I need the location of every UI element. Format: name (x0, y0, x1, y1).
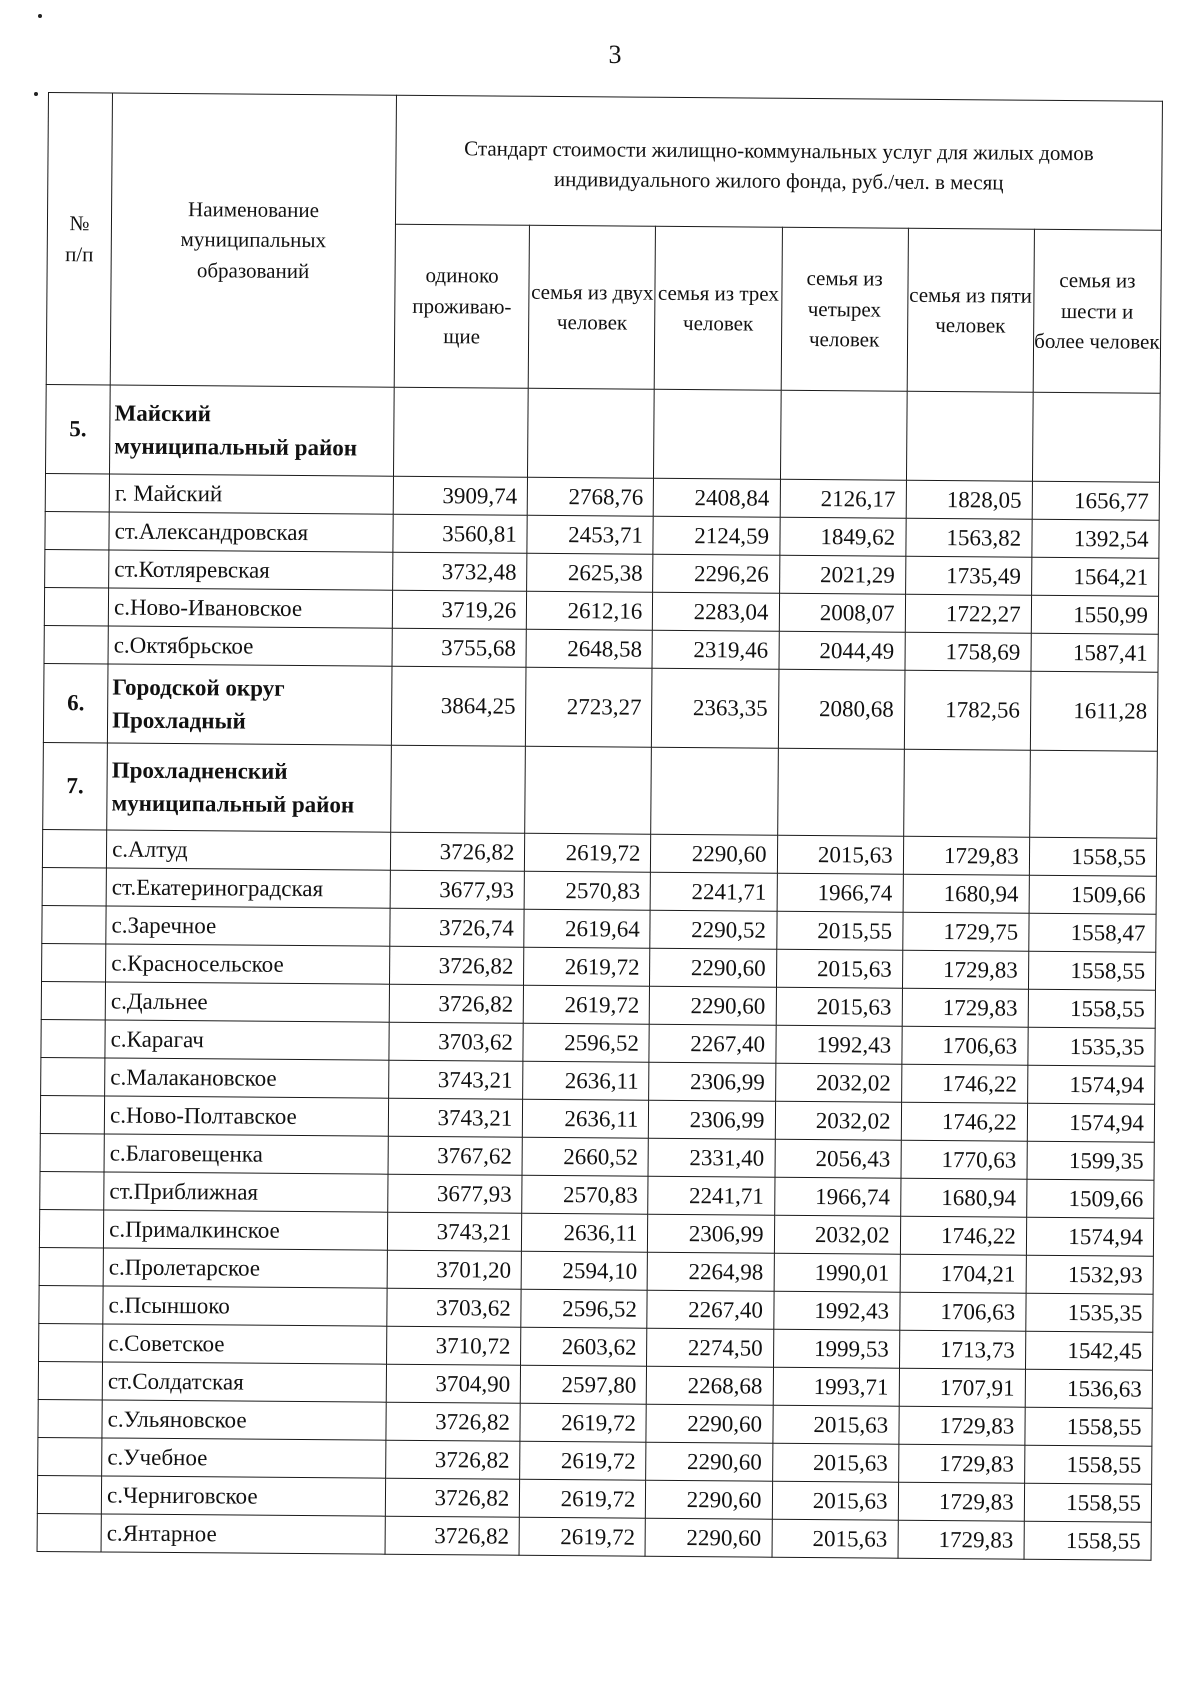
settlement-name: с.Октябрьское (108, 626, 392, 666)
value-cell: 2008,07 (779, 593, 905, 632)
value-cell: 2080,68 (778, 669, 905, 749)
value-cell (654, 389, 781, 479)
value-cell: 1532,93 (1026, 1255, 1154, 1294)
value-cell: 2241,71 (648, 1176, 774, 1215)
table-body (37, 384, 1160, 1560)
section-title: Городской округ Прохладный (107, 664, 391, 745)
value-cell: 1849,62 (779, 517, 905, 556)
value-cell: 1587,41 (1031, 633, 1159, 672)
value-cell: 1746,22 (900, 1216, 1026, 1255)
settlement-name: ст.Солдатская (102, 1362, 386, 1402)
value-cell: 2596,52 (523, 1023, 649, 1062)
value-cell: 3677,93 (388, 1174, 523, 1213)
value-cell: 1656,77 (1032, 481, 1160, 520)
value-cell (780, 390, 907, 480)
row-number-cell (37, 1513, 101, 1552)
value-cell: 1558,55 (1024, 1483, 1152, 1522)
value-cell: 2290,60 (646, 1404, 772, 1443)
value-cell: 3726,74 (390, 908, 525, 947)
table-header (46, 93, 1162, 394)
value-cell: 2032,02 (775, 1101, 901, 1140)
value-cell: 1782,56 (904, 670, 1031, 750)
value-cell: 3743,21 (388, 1060, 523, 1099)
row-number-cell (45, 549, 109, 588)
value-cell: 2044,49 (779, 631, 905, 670)
value-cell: 2619,64 (524, 909, 650, 948)
value-cell: 2241,71 (651, 872, 777, 911)
value-cell: 2648,58 (526, 629, 652, 668)
value-cell (525, 746, 652, 834)
row-number-cell (42, 943, 106, 982)
value-cell: 2619,72 (520, 1441, 646, 1480)
value-cell: 2015,63 (772, 1481, 898, 1520)
value-cell: 1746,22 (901, 1064, 1027, 1103)
settlement-name: с.Ульяновское (102, 1400, 386, 1440)
value-cell: 2032,02 (774, 1215, 900, 1254)
table-row (37, 1513, 1151, 1560)
value-cell: 3704,90 (386, 1364, 521, 1403)
value-cell: 2596,52 (521, 1289, 647, 1328)
value-cell: 3755,68 (392, 628, 527, 667)
value-cell: 1558,55 (1025, 1407, 1153, 1446)
value-cell: 2015,63 (772, 1519, 898, 1558)
value-cell: 1966,74 (774, 1177, 900, 1216)
settlement-name: с.Красносельское (106, 944, 390, 984)
tariff-table-sheet (37, 92, 1163, 1561)
value-cell (903, 749, 1030, 837)
column-header-six-plus: семья из шести и более человек (1033, 229, 1162, 393)
value-cell: 1680,94 (900, 1178, 1026, 1217)
value-cell: 2768,76 (528, 477, 654, 516)
value-cell (651, 747, 778, 835)
value-cell: 3726,82 (390, 832, 525, 871)
value-cell (528, 388, 655, 478)
value-cell: 2032,02 (775, 1063, 901, 1102)
value-cell: 1707,91 (899, 1368, 1025, 1407)
value-cell: 1729,83 (898, 1482, 1024, 1521)
value-cell: 2597,80 (521, 1365, 647, 1404)
column-header-two: семья из двух человек (529, 225, 656, 389)
scan-speck (38, 14, 42, 18)
value-cell: 1722,27 (905, 594, 1031, 633)
value-cell: 2015,63 (776, 949, 902, 988)
value-cell: 2290,60 (650, 986, 776, 1025)
housing-cost-standard-table (37, 92, 1163, 1561)
value-cell: 1558,55 (1024, 1445, 1152, 1484)
row-number-cell (44, 625, 108, 664)
value-cell: 2306,99 (649, 1062, 775, 1101)
value-cell: 1574,94 (1026, 1217, 1154, 1256)
value-cell: 1564,21 (1031, 557, 1159, 596)
value-cell: 1558,55 (1028, 951, 1156, 990)
value-cell: 1729,83 (898, 1444, 1024, 1483)
value-cell: 2570,83 (522, 1175, 648, 1214)
settlement-name: г. Майский (109, 474, 393, 514)
row-number-cell (42, 829, 106, 868)
value-cell: 1558,55 (1024, 1521, 1152, 1560)
settlement-name: с.Заречное (106, 906, 390, 946)
settlement-name: с.Псыншоко (103, 1286, 387, 1326)
value-cell: 1770,63 (901, 1140, 1027, 1179)
value-cell: 3703,62 (389, 1022, 524, 1061)
settlement-name: с.Прималкинское (104, 1210, 388, 1250)
value-cell: 2264,98 (648, 1252, 774, 1291)
section-title: Прохладненский муниципальный район (107, 743, 391, 832)
value-cell: 1729,83 (903, 836, 1029, 875)
value-cell: 2296,26 (653, 554, 779, 593)
row-number-cell (38, 1361, 102, 1400)
value-cell: 3743,21 (387, 1212, 522, 1251)
value-cell (1032, 392, 1160, 482)
scan-speck (34, 92, 38, 96)
row-number-cell (39, 1247, 103, 1286)
column-header-three: семья из трех человек (655, 226, 782, 390)
value-cell: 1563,82 (905, 518, 1031, 557)
value-cell: 3726,82 (385, 1478, 520, 1517)
value-cell: 1542,45 (1025, 1331, 1153, 1370)
value-cell: 1729,83 (899, 1406, 1025, 1445)
value-cell: 1966,74 (777, 873, 903, 912)
value-cell: 3726,82 (385, 1440, 520, 1479)
settlement-name: с.Черниговское (101, 1476, 385, 1516)
column-header-four: семья из четырех человек (781, 227, 908, 391)
value-cell: 1746,22 (901, 1102, 1027, 1141)
value-cell: 1536,63 (1025, 1369, 1153, 1408)
value-cell: 1574,94 (1027, 1103, 1155, 1142)
value-cell: 1993,71 (773, 1367, 899, 1406)
value-cell: 2056,43 (775, 1139, 901, 1178)
settlement-name: с.Алтуд (107, 830, 391, 870)
row-number-cell (45, 473, 109, 512)
value-cell: 1990,01 (774, 1253, 900, 1292)
settlement-name: с.Советское (103, 1324, 387, 1364)
row-number-cell (37, 1475, 101, 1514)
value-cell: 2660,52 (522, 1137, 648, 1176)
value-cell: 1680,94 (903, 874, 1029, 913)
row-number-cell (45, 511, 109, 550)
row-number-cell (44, 587, 108, 626)
section-title: Майский муниципальный район (110, 385, 394, 476)
value-cell: 2636,11 (522, 1213, 648, 1252)
row-number-cell (40, 1171, 104, 1210)
settlement-name: ст.Александровская (109, 512, 393, 552)
value-cell: 2267,40 (649, 1024, 775, 1063)
settlement-name: с.Дальнее (105, 982, 389, 1022)
column-header-single: одиноко проживаю-щие (394, 224, 530, 388)
value-cell: 3743,21 (388, 1098, 523, 1137)
value-cell: 2723,27 (526, 667, 653, 747)
value-cell: 1992,43 (773, 1291, 899, 1330)
value-cell (391, 745, 526, 833)
settlement-name: ст.Приближная (104, 1172, 388, 1212)
value-cell: 1999,53 (773, 1329, 899, 1368)
value-cell: 2408,84 (654, 478, 780, 517)
row-number-cell (40, 1133, 104, 1172)
value-cell: 2290,60 (646, 1480, 772, 1519)
section-number: 7. (43, 742, 108, 830)
row-number-cell (39, 1209, 103, 1248)
value-cell: 2290,60 (651, 834, 777, 873)
value-cell: 2015,63 (772, 1443, 898, 1482)
value-cell: 1558,47 (1028, 913, 1156, 952)
value-cell (906, 391, 1033, 481)
settlement-name: с.Янтарное (101, 1514, 385, 1554)
value-cell: 2290,60 (646, 1442, 772, 1481)
value-cell: 2268,68 (647, 1366, 773, 1405)
value-cell: 1713,73 (899, 1330, 1025, 1369)
value-cell: 2594,10 (521, 1251, 647, 1290)
value-cell: 2124,59 (653, 516, 779, 555)
value-cell: 1704,21 (900, 1254, 1026, 1293)
settlement-name: ст.Екатериноградская (106, 868, 390, 908)
section-row (46, 384, 1161, 482)
column-header-name: Наименование муниципальных образований (110, 93, 396, 387)
value-cell: 2636,11 (523, 1061, 649, 1100)
value-cell: 3726,82 (385, 1516, 520, 1555)
value-cell: 1729,75 (902, 912, 1028, 951)
value-cell: 2015,63 (776, 987, 902, 1026)
row-number-cell (41, 981, 105, 1020)
value-cell: 2015,63 (777, 835, 903, 874)
value-cell: 1735,49 (905, 556, 1031, 595)
column-header-number: № п/п (46, 93, 112, 385)
value-cell: 2612,16 (527, 591, 653, 630)
row-number-cell (40, 1095, 104, 1134)
section-number: 5. (46, 384, 111, 474)
settlement-name: с.Пролетарское (103, 1248, 387, 1288)
value-cell: 3767,62 (388, 1136, 523, 1175)
settlement-name: с.Благовещенка (104, 1134, 388, 1174)
value-cell: 2619,72 (525, 833, 651, 872)
settlement-name: с.Ново-Полтавское (104, 1096, 388, 1136)
value-cell: 1509,66 (1029, 875, 1157, 914)
value-cell: 2619,72 (524, 947, 650, 986)
value-cell: 1550,99 (1031, 595, 1159, 634)
row-number-cell (39, 1323, 103, 1362)
value-cell: 2267,40 (647, 1290, 773, 1329)
value-cell: 3719,26 (392, 590, 527, 629)
value-cell: 2319,46 (652, 630, 778, 669)
column-group-header: Стандарт стоимости жилищно-коммунальных услуг для жилых домов индивидуального жилого фонда, руб./чел. в месяц (395, 95, 1162, 230)
value-cell: 1558,55 (1028, 989, 1156, 1028)
value-cell: 2015,55 (776, 911, 902, 950)
value-cell: 2603,62 (521, 1327, 647, 1366)
value-cell: 1729,83 (902, 950, 1028, 989)
value-cell: 3703,62 (387, 1288, 522, 1327)
value-cell: 2331,40 (648, 1138, 774, 1177)
value-cell: 1706,63 (901, 1026, 1027, 1065)
value-cell: 2363,35 (652, 668, 779, 748)
value-cell (1029, 750, 1157, 838)
value-cell: 3726,82 (389, 984, 524, 1023)
value-cell: 2283,04 (653, 592, 779, 631)
row-number-cell (38, 1437, 102, 1476)
row-number-cell (39, 1285, 103, 1324)
value-cell: 2274,50 (647, 1328, 773, 1367)
value-cell: 1729,83 (902, 988, 1028, 1027)
value-cell: 3732,48 (392, 552, 527, 591)
value-cell: 3677,93 (390, 870, 525, 909)
row-number-cell (42, 905, 106, 944)
value-cell: 1729,83 (898, 1520, 1024, 1559)
value-cell: 3701,20 (387, 1250, 522, 1289)
column-header-five: семья из пяти человек (907, 228, 1034, 392)
value-cell: 2619,72 (520, 1403, 646, 1442)
value-cell: 1828,05 (906, 480, 1032, 519)
value-cell: 3726,82 (389, 946, 524, 985)
value-cell: 2453,71 (527, 515, 653, 554)
value-cell: 1509,66 (1026, 1179, 1154, 1218)
value-cell: 1599,35 (1027, 1141, 1155, 1180)
value-cell: 2625,38 (527, 553, 653, 592)
value-cell: 2126,17 (780, 479, 906, 518)
value-cell: 2306,99 (649, 1100, 775, 1139)
settlement-name: с.Карагач (105, 1020, 389, 1060)
value-cell: 1992,43 (775, 1025, 901, 1064)
value-cell: 1611,28 (1030, 671, 1158, 751)
value-cell: 2306,99 (648, 1214, 774, 1253)
value-cell: 1535,35 (1026, 1293, 1154, 1332)
value-cell: 3864,25 (391, 666, 526, 746)
page-number: 3 (608, 40, 622, 69)
value-cell: 2290,60 (650, 948, 776, 987)
value-cell: 2015,63 (772, 1405, 898, 1444)
settlement-name: ст.Котляревская (109, 550, 393, 590)
value-cell: 2636,11 (523, 1099, 649, 1138)
row-number-cell (42, 867, 106, 906)
section-row (43, 742, 1158, 838)
value-cell: 1392,54 (1032, 519, 1160, 558)
value-cell: 1535,35 (1028, 1027, 1156, 1066)
section-number: 6. (43, 663, 108, 743)
value-cell: 3710,72 (386, 1326, 521, 1365)
value-cell: 2619,72 (524, 985, 650, 1024)
row-number-cell (38, 1399, 102, 1438)
value-cell: 3560,81 (393, 514, 528, 553)
value-cell: 2619,72 (520, 1479, 646, 1518)
settlement-name: с.Малакановское (105, 1058, 389, 1098)
value-cell: 1558,55 (1029, 837, 1157, 876)
value-cell: 1574,94 (1027, 1065, 1155, 1104)
value-cell: 3726,82 (386, 1402, 521, 1441)
value-cell: 3909,74 (393, 476, 528, 515)
value-cell: 2290,60 (645, 1518, 771, 1557)
settlement-name: с.Учебное (102, 1438, 386, 1478)
value-cell: 2290,52 (650, 910, 776, 949)
value-cell: 1758,69 (905, 632, 1031, 671)
value-cell: 2619,72 (519, 1517, 645, 1556)
value-cell: 2570,83 (524, 871, 650, 910)
value-cell: 2021,29 (779, 555, 905, 594)
settlement-name: с.Ново-Ивановское (108, 588, 392, 628)
value-cell (393, 387, 528, 477)
row-number-cell (41, 1019, 105, 1058)
value-cell: 1706,63 (899, 1292, 1025, 1331)
section-row (43, 663, 1158, 751)
row-number-cell (41, 1057, 105, 1096)
value-cell (777, 748, 904, 836)
